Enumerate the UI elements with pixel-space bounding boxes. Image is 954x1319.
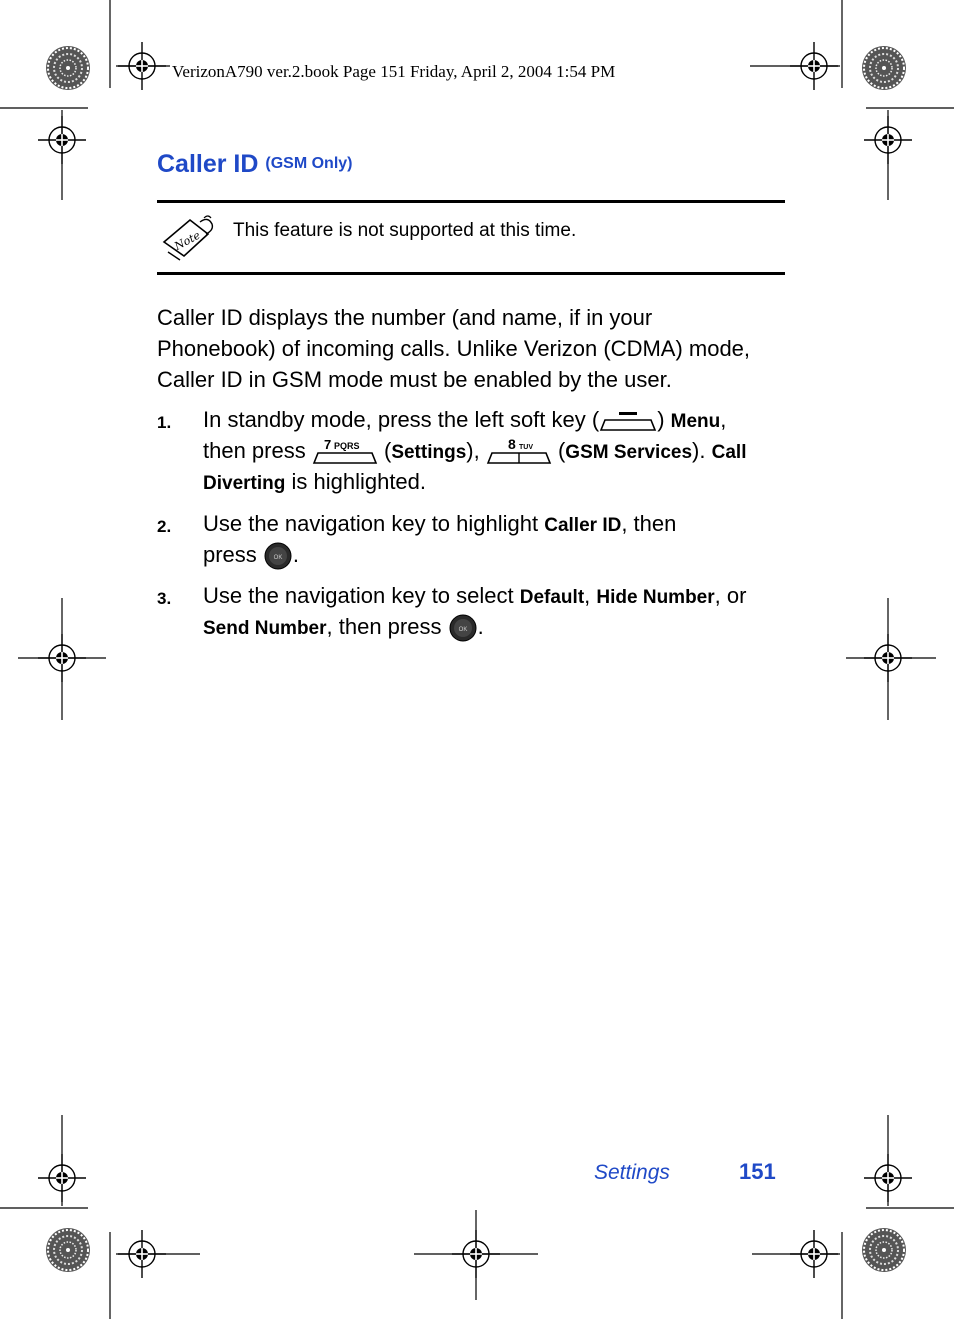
print-header: VerizonA790 ver.2.book Page 151 Friday, April 2, 2004 1:54 PM bbox=[172, 62, 616, 81]
note-icon-label: Note bbox=[172, 228, 203, 253]
step-number: 2. bbox=[157, 517, 172, 536]
intro-line: Caller ID in GSM mode must be enabled by the user. bbox=[157, 367, 672, 392]
step-text: , bbox=[584, 583, 591, 608]
diverting-label: Diverting bbox=[203, 473, 286, 494]
svg-text:8: 8 bbox=[507, 437, 516, 453]
step-text: ) bbox=[657, 407, 665, 432]
step-text: . bbox=[292, 542, 300, 567]
svg-text:7: 7 bbox=[323, 437, 332, 453]
page-number: 151 bbox=[739, 1159, 776, 1184]
step-number: 1. bbox=[157, 413, 172, 432]
step-text: , then press bbox=[326, 614, 442, 639]
default-option: Default bbox=[519, 587, 585, 608]
menu-label: Menu bbox=[670, 411, 721, 432]
step-text: ). bbox=[692, 438, 706, 463]
step-text: press bbox=[203, 542, 257, 567]
step-text: Use the navigation key to highlight bbox=[203, 511, 539, 536]
note-text: This feature is not supported at this time. bbox=[233, 220, 577, 241]
caller-id-label: Caller ID bbox=[544, 515, 622, 536]
gsm-services-label: GSM Services bbox=[565, 442, 693, 463]
step-text: In standby mode, press the left soft key ( bbox=[203, 407, 600, 432]
intro-line: Caller ID displays the number (and name, if in your bbox=[157, 305, 653, 330]
step-text: , then bbox=[621, 511, 677, 536]
intro-line: Phonebook) of incoming calls. Unlike Verizon (CDMA) mode, bbox=[157, 336, 751, 361]
step-text: , or bbox=[714, 583, 747, 608]
title-qualifier: (GSM Only) bbox=[265, 155, 353, 172]
hide-number-option: Hide Number bbox=[596, 587, 715, 608]
svg-text:OK: OK bbox=[273, 555, 283, 562]
svg-text:TUV: TUV bbox=[518, 444, 533, 452]
step-text: Use the navigation key to select bbox=[203, 583, 514, 608]
svg-text:PQRS: PQRS bbox=[333, 441, 360, 452]
settings-label: Settings bbox=[391, 442, 467, 463]
title-text: Caller ID bbox=[157, 150, 259, 178]
step-text: ), bbox=[466, 438, 480, 463]
step-text: then press bbox=[203, 438, 306, 463]
call-label: Call bbox=[711, 442, 747, 463]
svg-text:OK: OK bbox=[458, 627, 467, 634]
step-text: ( bbox=[557, 438, 566, 463]
footer-section-name: Settings bbox=[594, 1161, 670, 1184]
step-text: . bbox=[477, 614, 484, 639]
step-text: , bbox=[720, 407, 727, 432]
step-text: is highlighted. bbox=[291, 469, 427, 494]
step-text: ( bbox=[383, 438, 392, 463]
send-number-option: Send Number bbox=[203, 618, 327, 639]
step-number: 3. bbox=[157, 589, 172, 608]
